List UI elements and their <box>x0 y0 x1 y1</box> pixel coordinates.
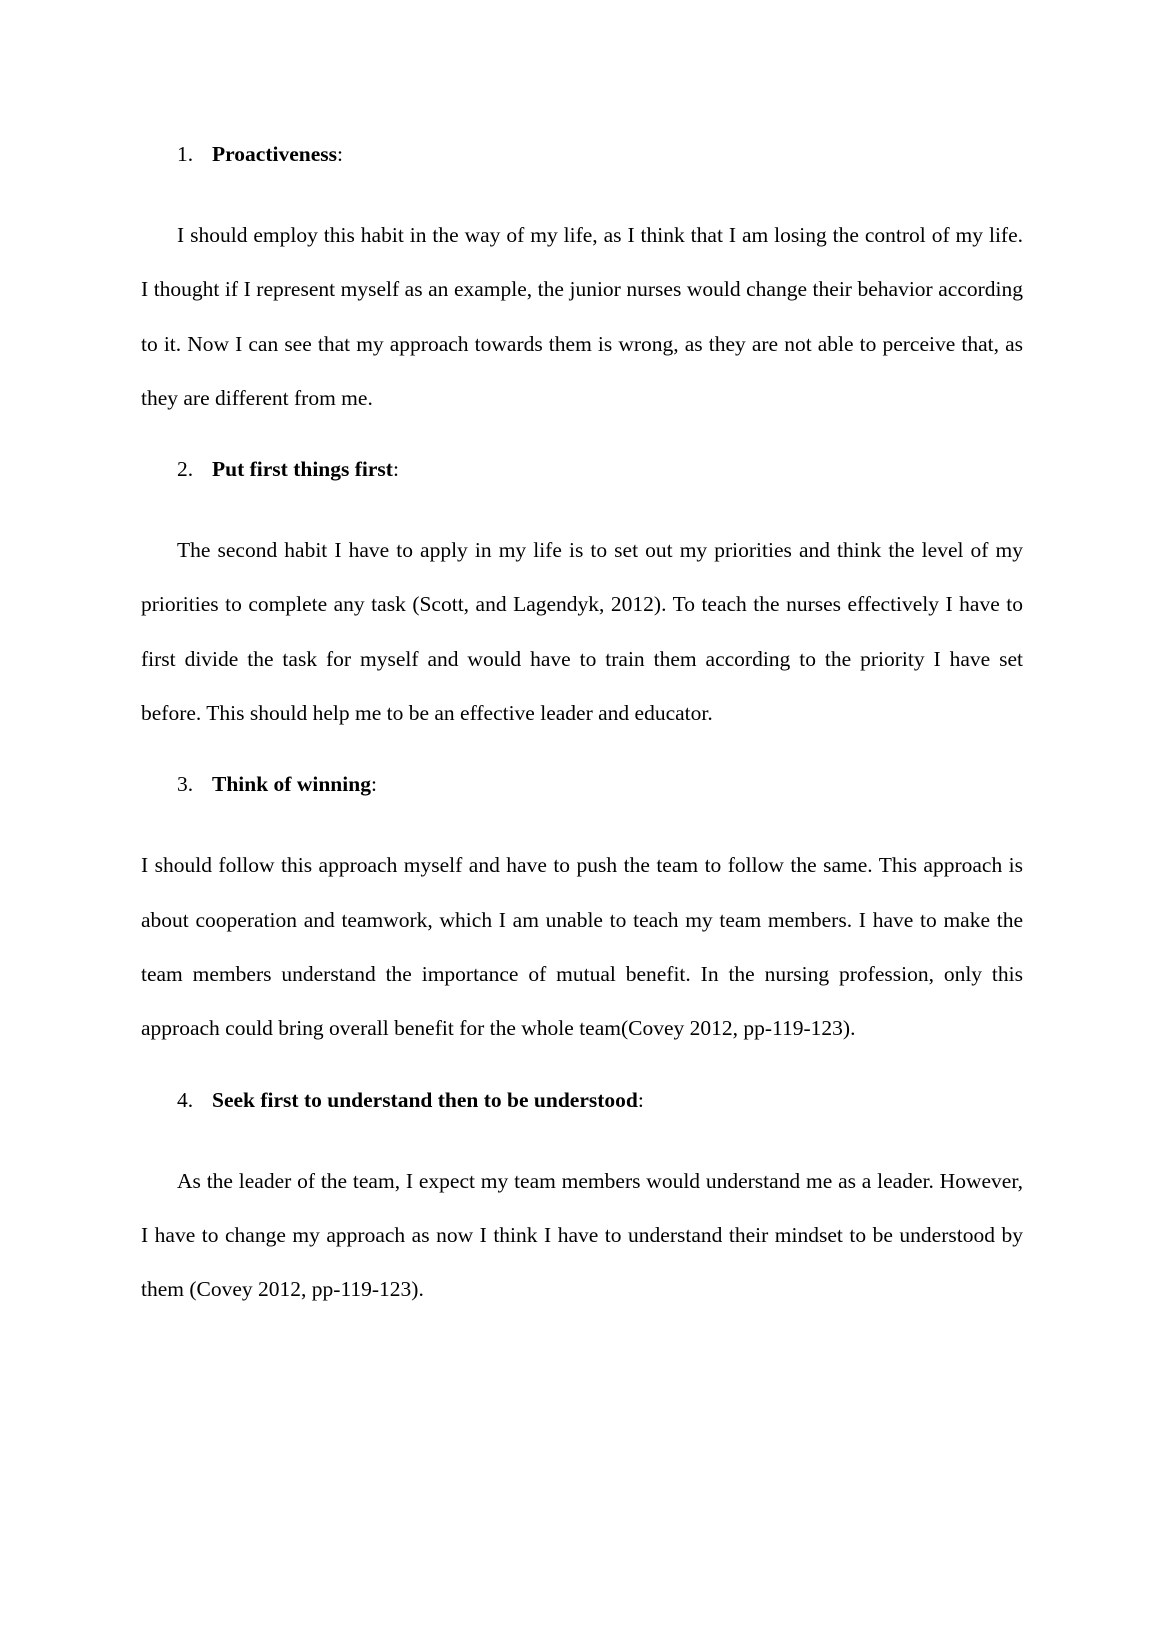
section-paragraph-4: As the leader of the team, I expect my team members would understand me as a leader. However, I have to change my approach as now I think I have to understand their mindset to be understood by them (Covey 2012, pp-119-123). <box>141 1168 1023 1302</box>
section-title: Seek first to understand then to be understood <box>212 1087 638 1112</box>
section-number: 4. <box>177 1087 194 1112</box>
section-paragraph-3: I should follow this approach myself and have to push the team to follow the same. This approach is about cooperation and teamwork, which I am unable to teach my team members. I have to make the team members understand the importance of mutual benefit. In the nursing profession, only this approach could bring overall benefit for the whole team(Covey 2012, pp-119-123). <box>141 853 1023 1041</box>
section-title: Put first things first <box>212 457 393 482</box>
section-number: 1. <box>177 142 194 166</box>
section-paragraph-2: The second habit I have to apply in my life is to set out my priorities and think the level of my priorities to complete any task (Scott, and Lagendyk, 2012). To teach the nurses effectively I have to first divide the task for myself and would have to train them according to the priority I have set before. This should help me to be an effective leader and educator. <box>141 538 1023 726</box>
section-number: 3. <box>177 772 194 797</box>
section-paragraph-1: I should employ this habit in the way of my life, as I think that I am losing the control of my life. I thought if I represent myself as an example, the junior nurses would change their behavior according to it. Now I can see that my approach towards them is wrong, as they are not able to perceive that, as they are different from me. <box>141 223 1023 410</box>
document-body <box>141 136 1023 1316</box>
section-colon: : <box>392 457 399 482</box>
section-number: 2. <box>177 457 194 482</box>
section-title: Think of winning <box>212 772 371 797</box>
section-heading-4 <box>141 1082 1023 1118</box>
section-title: Proactiveness <box>212 142 337 166</box>
section-colon: : <box>370 772 377 797</box>
section-colon: : <box>337 142 343 166</box>
section-heading-2 <box>141 451 1023 487</box>
section-colon: : <box>637 1087 644 1112</box>
section-heading-1 <box>141 136 1023 172</box>
section-heading-3 <box>141 766 1023 802</box>
